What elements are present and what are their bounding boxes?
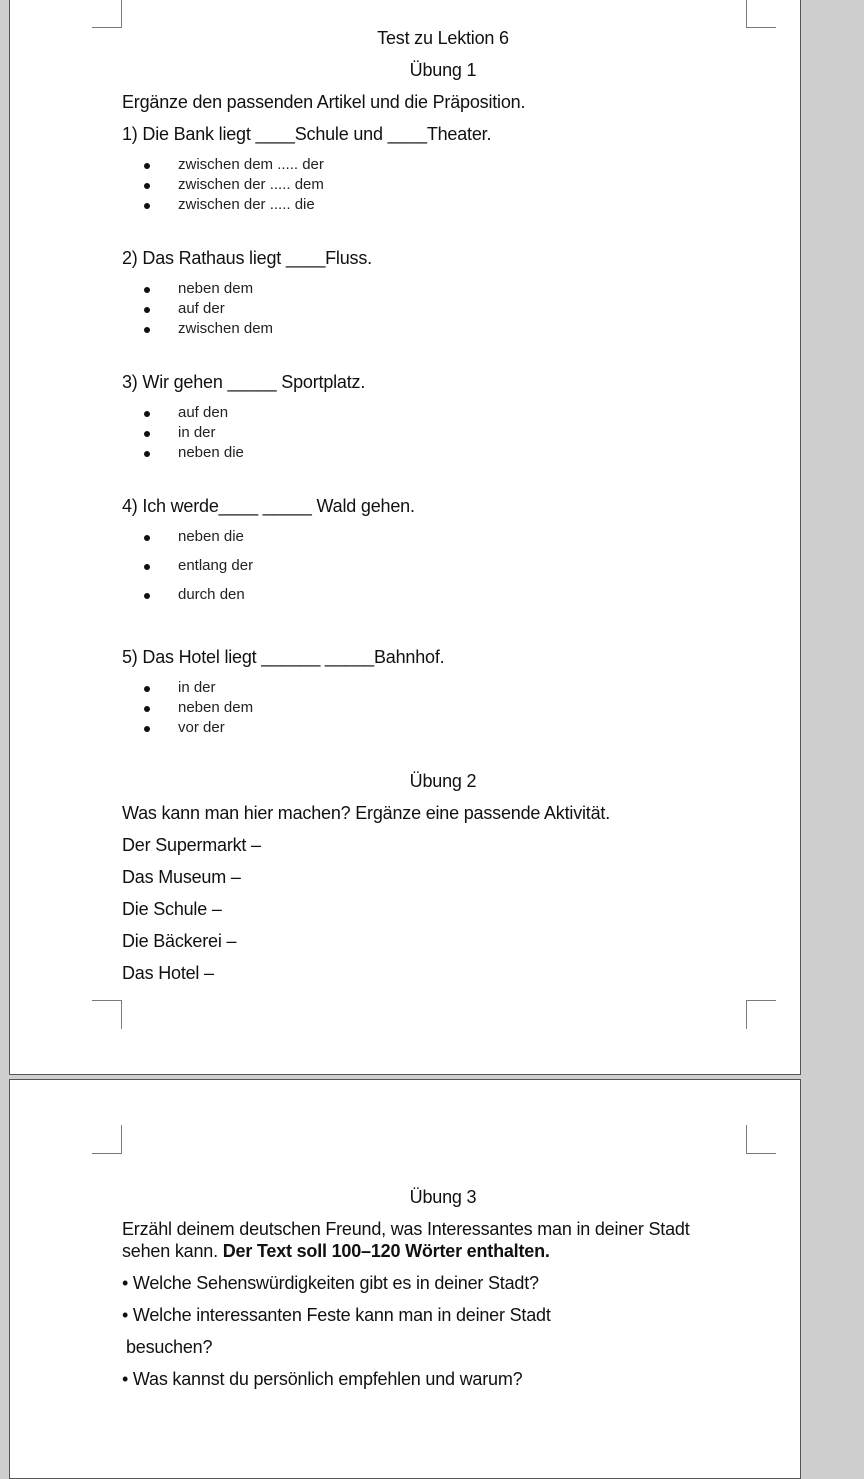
question-5-option-3: vor der <box>178 719 225 736</box>
document-page-2 <box>9 1079 801 1479</box>
question-2-option-1: neben dem <box>178 280 254 297</box>
question-1-option-2: zwischen der ..... dem <box>178 176 324 193</box>
exercise-2-instruction: Was kann man hier machen? Ergänze eine passende Aktivität. <box>122 803 611 823</box>
document-page-1 <box>9 0 801 1075</box>
corner-mark-top-left <box>92 1125 122 1154</box>
exercise-2-item: Das Museum – <box>122 867 241 887</box>
corner-mark-top-left <box>92 0 122 28</box>
exercise-2-heading: Übung 2 <box>409 771 477 791</box>
question-1-option-3: zwischen der ..... die <box>178 196 315 213</box>
exercise-2-item: Der Supermarkt – <box>122 835 261 855</box>
question-4: 4) Ich werde____ _____ Wald gehen. <box>122 496 415 516</box>
question-3-option-1: auf den <box>178 404 229 421</box>
document-title: Test zu Lektion 6 <box>377 28 509 48</box>
exercise-3-instruction-line-1: Erzähl deinem deutschen Freund, was Interessantes man in deiner Stadt <box>122 1219 690 1239</box>
exercise-3-heading: Übung 3 <box>409 1187 477 1207</box>
exercise-2-item: Das Hotel – <box>122 963 214 983</box>
question-3-option-3: neben die <box>178 444 244 461</box>
question-4-option-2: entlang der <box>178 557 254 574</box>
question-4-option-1: neben die <box>178 528 244 545</box>
exercise-1-instruction: Ergänze den passenden Artikel und die Präposition. <box>122 92 526 112</box>
question-3-option-2: in der <box>178 424 216 441</box>
question-2: 2) Das Rathaus liegt ____Fluss. <box>122 248 372 268</box>
question-2-option-3: zwischen dem <box>178 320 274 337</box>
exercise-2-item: Die Schule – <box>122 899 222 919</box>
question-3: 3) Wir gehen _____ Sportplatz. <box>122 372 366 392</box>
question-5-option-1: in der <box>178 679 216 696</box>
exercise-3-bullet: • Welche Sehenswürdigkeiten gibt es in deiner Stadt? <box>122 1273 539 1293</box>
question-2-option-2: auf der <box>178 300 225 317</box>
question-5-option-2: neben dem <box>178 699 254 716</box>
exercise-2-item: Die Bäckerei – <box>122 931 237 951</box>
exercise-3-bullet-continuation: besuchen? <box>126 1337 213 1357</box>
exercise-1-heading: Übung 1 <box>409 60 477 80</box>
instruction-text: sehen kann. <box>122 1241 218 1261</box>
question-1: 1) Die Bank liegt ____Schule und ____Theater. <box>122 124 492 144</box>
question-1-option-1: zwischen dem ..... der <box>178 156 324 173</box>
corner-mark-bottom-right <box>746 1000 776 1029</box>
corner-mark-bottom-left <box>92 1000 122 1029</box>
exercise-3-instruction-line-2 <box>122 1241 550 1262</box>
corner-mark-top-right <box>746 0 776 28</box>
word-count-requirement: Der Text soll 100–120 Wörter enthalten. <box>222 1241 550 1261</box>
question-5: 5) Das Hotel liegt ______ _____Bahnhof. <box>122 647 445 667</box>
exercise-3-bullet: • Welche interessanten Feste kann man in deiner Stadt <box>122 1305 551 1325</box>
corner-mark-top-right <box>746 1125 776 1154</box>
exercise-3-bullet: • Was kannst du persönlich empfehlen und warum? <box>122 1369 523 1389</box>
question-4-option-3: durch den <box>178 586 245 603</box>
